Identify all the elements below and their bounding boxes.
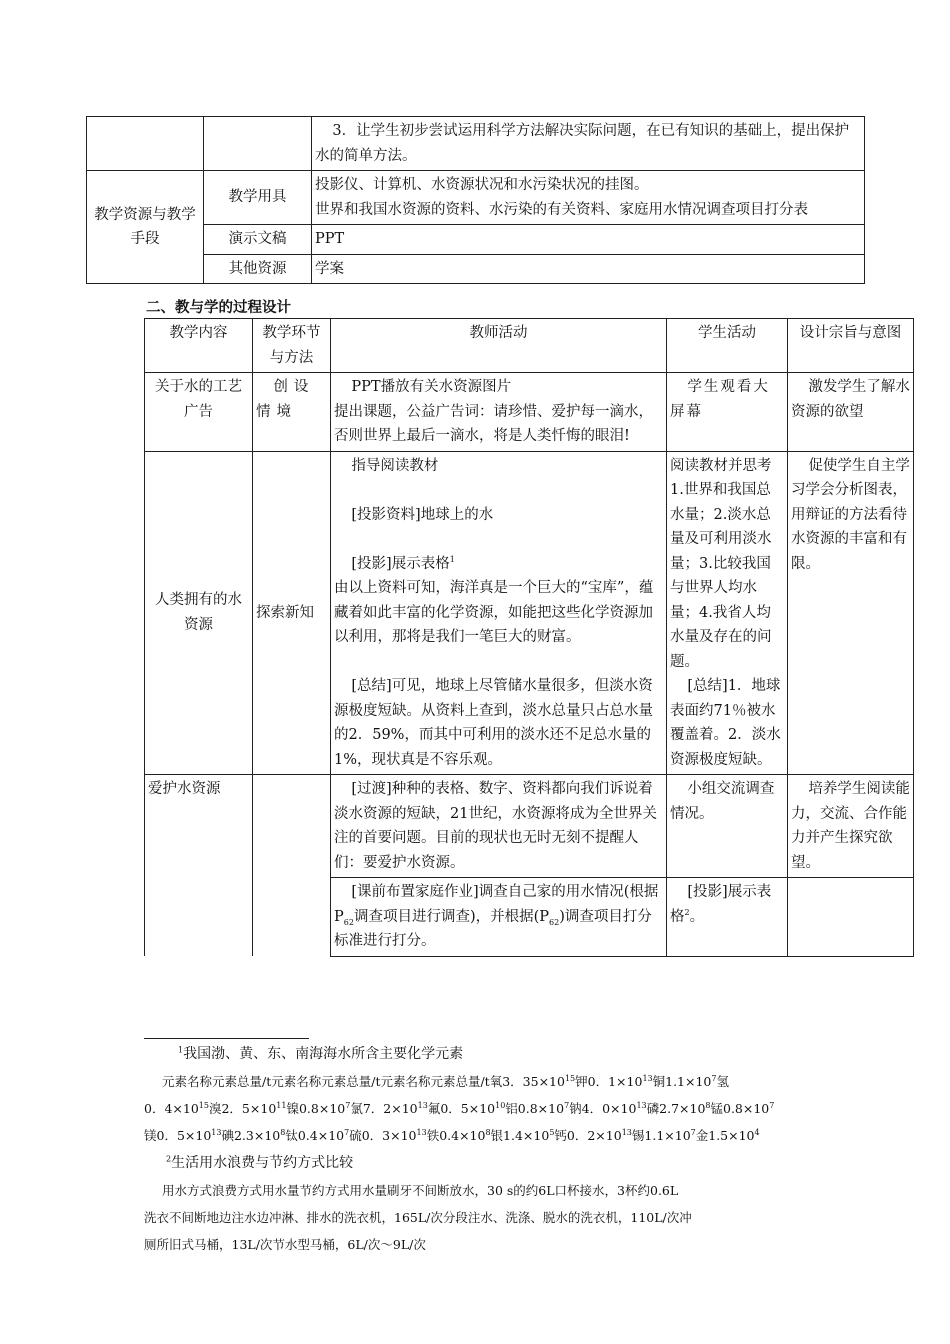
- footnote-2: [144, 1150, 834, 1258]
- other-value: 学案: [312, 254, 865, 284]
- row2-teacher-line-5: [总结]可见，地球上尽管储水量很多，但淡水资源极度短缺。从资料上查到，淡水总量只占总水量的2．59%，而其中可利用的淡水还不足总水量的1%，现状真是不容乐观。: [334, 678, 653, 768]
- tools-line-1: 投影仪、计算机、水资源状况和水污染状况的挂图。: [315, 177, 649, 193]
- row1-teacher-line-1: PPT播放有关水资源图片: [351, 379, 512, 395]
- empty-cell: [788, 878, 914, 957]
- row2-student: [667, 451, 788, 775]
- footnote-1-line-1: 元素名称元素总量/t元素名称元素总量/t元素名称元素总量/t氧3．$35\times 10^{15}$钾0．$1\times 10^{13}$铜$1.1\times 10^7$氢: [162, 1073, 729, 1089]
- footnote-2-line-2: 洗衣不间断地边注水边冲淋、排水的洗衣机，165L/次分段注水、洗涤、脱水的洗衣机，110L/次冲: [144, 1210, 692, 1225]
- row2-content: 人类拥有的水资源: [145, 451, 253, 775]
- footnote-2-title: $^2$生活用水浪费与节约方式比较: [166, 1154, 354, 1171]
- tools-value: [312, 171, 865, 225]
- ppt-label: 演示文稿: [204, 225, 312, 255]
- row1-student: 学生观看大屏幕: [667, 373, 788, 452]
- footnote-1-line-3: 镁0．$5\times 10^{13}$碘$2.3\times 10^8$钛$0.4\times 10^7$硫0．$3\times 10^{13}$铁$0.4\times 10^8$银$1.4\times 10^5$钙0．$2\times 10^{13}$锡$1.1\times 10^7$金$1.5\times 10^4$: [144, 1127, 760, 1143]
- table-row: [87, 225, 865, 255]
- empty-cell: [87, 117, 204, 171]
- row2-teacher: [331, 451, 667, 775]
- footnote-1: [144, 1041, 834, 1149]
- row1-teacher-line-2: 提出课题，公益广告词：请珍惜、爱护每一滴水，否则世界上最后一滴水，将是人类忏悔的眼泪!: [334, 403, 653, 444]
- tools-line-2: 世界和我国水资源的资料、水污染的有关资料、家庭用水情况调查项目打分表: [315, 201, 808, 218]
- section-title: 二、教与学的过程设计: [146, 300, 291, 316]
- empty-cell: [253, 775, 331, 957]
- row3-content: 爱护水资源: [145, 775, 253, 957]
- row3-student-a: 小组交流调查情况。: [667, 775, 788, 878]
- table-row: [87, 254, 865, 284]
- row2-student-line-1: 阅读教材并思考1.世界和我国总水量；2.淡水总量及可利用淡水量；3.比较我国与世界人均水量；4.我省人均水量及存在的问题。: [670, 457, 772, 670]
- footnote-ref-2[interactable]: 2: [684, 907, 690, 917]
- footnote-1-line-2: 0．$4\times 10^{15}$溴2．$5\times 10^{11}$镍$0.8\times 10^7$氯7．$2\times 10^{13}$氟0．$5\times 10^{10}$铝$0.8\times 10^7$钠4．$0\times 10^{13}$磷$2.7\times 10^8$锰$0.8\times 10^7$: [144, 1100, 775, 1116]
- footnote-2-line-1: 用水方式浪费方式用水量节约方式用水量刷牙不间断放水，30 s的约6L口杯接水，3杯约0.6L: [162, 1183, 679, 1198]
- header-teacher: 教师活动: [331, 319, 667, 373]
- row2-method: 探索新知: [253, 451, 331, 775]
- table-row: [145, 451, 914, 775]
- tools-label: 教学用具: [204, 171, 312, 225]
- header-method: 教学环节与方法: [253, 319, 331, 373]
- footnote-2-line-3: 厕所旧式马桶，13L/次节水型马桶，6L/次～9L/次: [144, 1237, 426, 1252]
- row1-content: 关于水的工艺广告: [145, 373, 253, 452]
- process-table: [144, 318, 914, 957]
- ppt-value: PPT: [312, 225, 865, 255]
- row2-teacher-line-4: 由以上资料可知，海洋真是一个巨大的“宝库”，蕴藏着如此丰富的化学资源，如能把这些化学资源加以利用，那将是我们一笔巨大的财富。: [334, 580, 654, 645]
- row2-student-line-2: [总结]1．地球表面约71％被水覆盖着。2．淡水资源极度短缺。: [670, 678, 781, 768]
- resources-table: [86, 116, 865, 284]
- other-label: 其他资源: [204, 254, 312, 284]
- row2-teacher-line-1: 指导阅读教材: [351, 457, 439, 474]
- row2-teacher-line-3: [投影]展示表格$^1$: [351, 554, 455, 572]
- empty-cell: [204, 117, 312, 171]
- table-row: [145, 775, 914, 878]
- row2-intent: 促使学生自主学习学会分析图表，用辩证的方法看待水资源的丰富和有限。: [788, 451, 914, 775]
- header-row: [145, 319, 914, 373]
- header-intent: 设计宗旨与意图: [788, 319, 914, 373]
- table-row: [87, 117, 865, 171]
- row1-intent: 激发学生了解水资源的欲望: [788, 373, 914, 452]
- footnote-divider: [144, 1038, 309, 1039]
- row1-teacher: [331, 373, 667, 452]
- row2-teacher-line-2: [投影资料]地球上的水: [351, 506, 494, 523]
- table-row: [145, 373, 914, 452]
- header-student: 学生活动: [667, 319, 788, 373]
- row1-method: 创设情境: [253, 373, 331, 452]
- goal-3-text: 3．让学生初步尝试运用科学方法解决实际问题，在已有知识的基础上，提出保护水的简单方法。: [312, 117, 865, 171]
- table-row: [87, 171, 865, 225]
- row3-teacher-a: [过渡]种种的表格、数字、资料都向我们诉说着淡水资源的短缺，21世纪，水资源将成为全世界关注的首要问题。目前的现状也无时无刻不提醒人们：要爱护水资源。: [331, 775, 667, 878]
- row3-student-b: [投影]展示表格$^2$。: [667, 878, 788, 957]
- footnote-1-title: $^1$我国渤、黄、东、南海海水所含主要化学元素: [178, 1045, 464, 1062]
- header-content: 教学内容: [145, 319, 253, 373]
- row3-intent-a: 培养学生阅读能力，交流、合作能力并产生探究欲望。: [788, 775, 914, 878]
- footnote-ref-1[interactable]: 1: [449, 554, 455, 564]
- resources-label: 教学资源与教学手段: [87, 171, 204, 284]
- row3-teacher-b: [课前布置家庭作业]调查自己家的用水情况(根据$P_{62}$调查项目进行调查)，并根据$(P_{62})$调查项目打分标准进行打分。: [331, 878, 667, 957]
